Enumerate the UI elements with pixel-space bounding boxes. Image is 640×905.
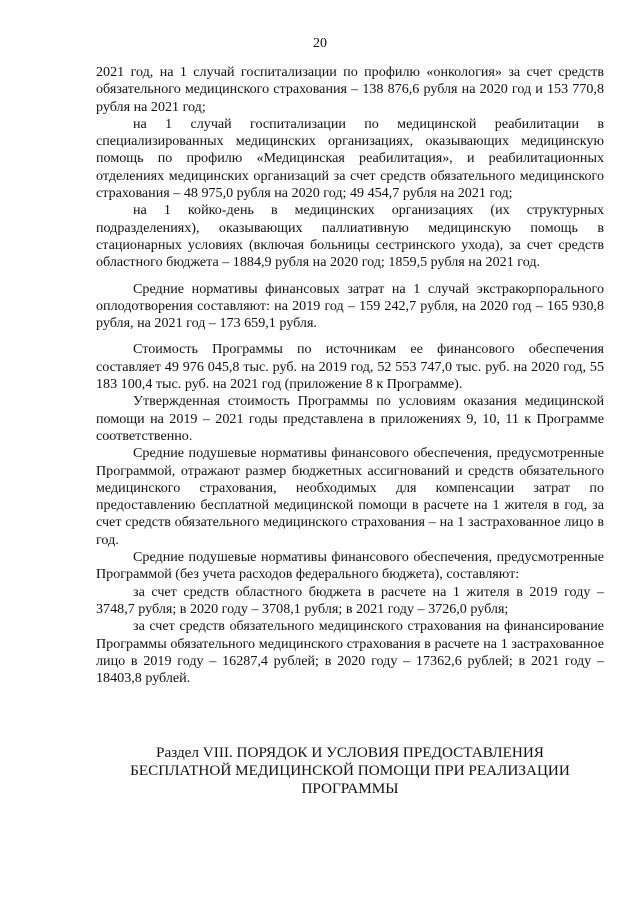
- section-heading-line: Раздел VIII. ПОРЯДОК И УСЛОВИЯ ПРЕДОСТАВЛЕНИЯ: [156, 744, 544, 761]
- paragraph-oncology-cost: 2021 год, на 1 случай госпитализации по профилю «онкология» за счет средств обязательного медицинского страхования – 138 876,6 рубля на 2020 год и 153 770,8 рубля на 2021 год;: [96, 64, 604, 115]
- paragraph-oms-funding: за счет средств обязательного медицинского страхования на финансирование Программы обязательного медицинского страхования в расчете на 1 застрахованное лицо в 2019 году – 16287,4 рублей; в 2020 году – 17362,6 рублей; в 2021 году – 18403,8 рублей.: [96, 618, 604, 687]
- paragraph-palliative-cost: на 1 койко-день в медицинских организациях (их структурных подразделениях), оказывающих паллиативную медицинскую помощь в стационарных условиях (включая больницы сестринского ухода), за счет средств областного бюджета – 1884,9 рубля на 2020 год; 1859,5 рубля на 2021 год.: [96, 202, 604, 271]
- paragraph-per-capita-intro: Средние подушевые нормативы финансового обеспечения, предусмотренные Программой (без учета расходов федерального бюджета), составляют:: [96, 549, 604, 583]
- paragraph-program-cost: Стоимость Программы по источникам ее финансового обеспечения составляет 49 976 045,8 тыс. руб. на 2019 год, 52 553 747,0 тыс. руб. на 2020 год, 55 183 100,4 тыс. руб. на 2021 год (приложение 8 к Программе).: [96, 341, 604, 393]
- paragraph-ivf-cost: Средние нормативы финансовых затрат на 1 случай экстракорпорального оплодотворения составляют: на 2019 год – 159 242,7 рубля, на 2020 год – 165 930,8 рубля, на 2021 год – 173 659,1 рубля.: [96, 280, 604, 332]
- paragraph-rehabilitation-cost: на 1 случай госпитализации по медицинской реабилитации в специализированных медицинских организациях, оказывающих медицинскую помощь по профилю «Медицинская реабилитация», и реабилитационных отделениях медицинских организаций за счет средств обязательного медицинского страхования – 48 975,0 рубля на 2020 год; 49 454,7 рубля на 2021 год;: [96, 115, 604, 202]
- paragraph-per-capita-definition: Средние подушевые нормативы финансового обеспечения, предусмотренные Программой, отражают размер бюджетных ассигнований и средств обязательного медицинского страхования, необходимых для компенсации затрат по предоставлению бесплатной медицинской помощи в расчете на 1 жителя в год, за счет средств обязательного медицинского страхования – на 1 застрахованное лицо в год.: [96, 445, 604, 548]
- section-heading-line: ПРОГРАММЫ: [301, 780, 399, 797]
- page-number: 20: [313, 36, 327, 51]
- section-heading: [96, 744, 604, 798]
- paragraph-approved-cost: Утвержденная стоимость Программы по условиям оказания медицинской помощи на 2019 – 2021 годы представлена в приложениях 9, 10, 11 к Программе соответственно.: [96, 393, 604, 444]
- section-heading-line: БЕСПЛАТНОЙ МЕДИЦИНСКОЙ ПОМОЩИ ПРИ РЕАЛИЗАЦИИ: [130, 762, 570, 779]
- paragraph-regional-budget: за счет средств областного бюджета в расчете на 1 жителя в 2019 году – 3748,7 рубля; в 2020 году – 3708,1 рубля; в 2021 году – 3726,0 рубля;: [96, 583, 604, 617]
- body-text: [96, 64, 604, 687]
